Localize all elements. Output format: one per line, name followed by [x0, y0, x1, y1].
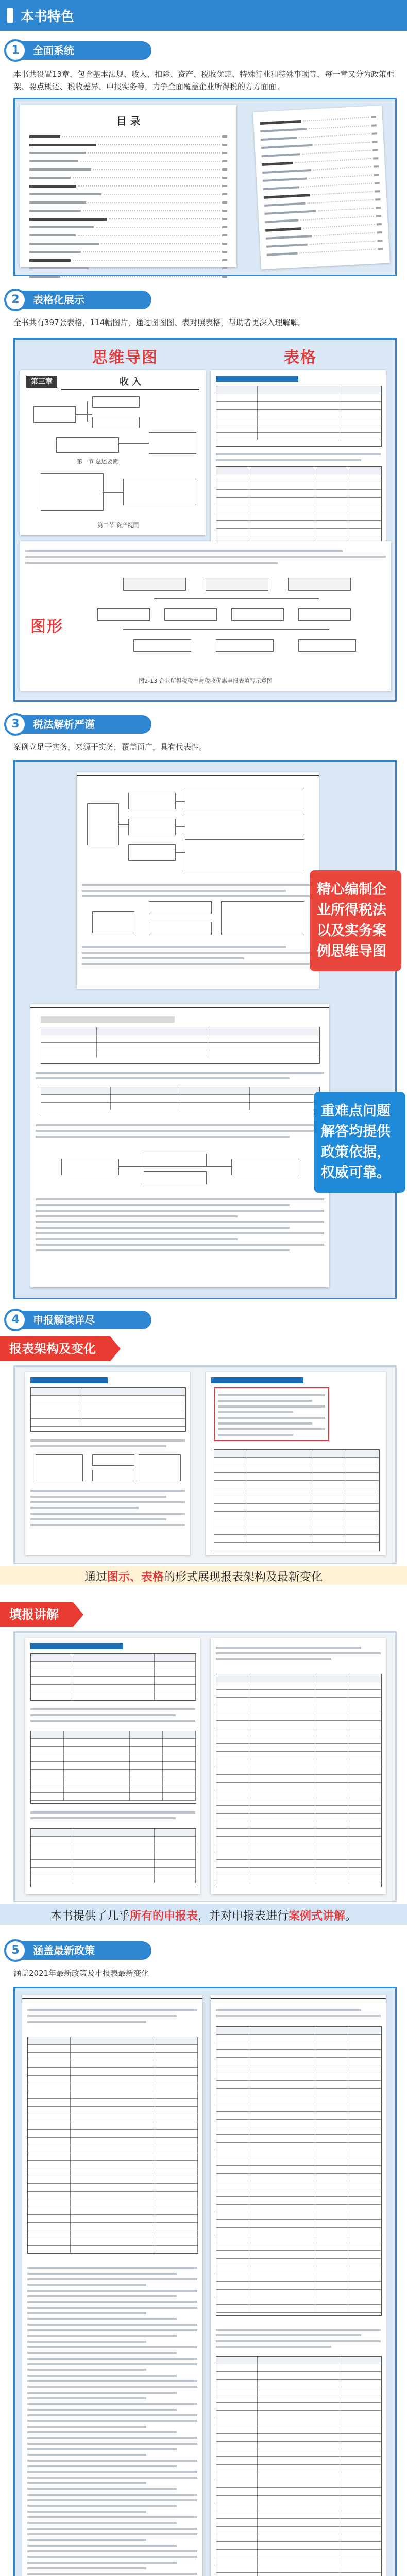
- mindmap-node-2: 第二节 资产视同: [97, 522, 139, 529]
- policy-preview-panel: [13, 1987, 397, 2576]
- structure-preview-panel: [13, 1365, 397, 1564]
- section-2-heading: [0, 286, 407, 313]
- toc-page-left: [20, 105, 236, 267]
- section-title: 涵盖最新政策: [20, 1941, 151, 1960]
- page-title: 本书特色: [21, 9, 75, 25]
- section-title: 税法解析严谨: [20, 715, 151, 734]
- case-page-bottom: [30, 1004, 329, 1287]
- section-3-heading: [0, 711, 407, 738]
- filing-caption: 本书提供了几乎所有的申报表，并对申报表进行案例式讲解。: [50, 1910, 357, 1923]
- table-label: 表格: [284, 349, 317, 367]
- page-header: [0, 0, 407, 31]
- case-page-top: [77, 772, 319, 989]
- section-number: 3: [6, 715, 25, 734]
- figure-caption: 图2-13 企业所得税税率与税收优惠申报表填写示意图: [139, 677, 273, 684]
- figure-card: [20, 541, 391, 691]
- filing-page-left: [25, 1638, 200, 1894]
- ribbon-structure: 报表架构及变化: [0, 1336, 110, 1361]
- chapter-name: 收 入: [61, 375, 199, 390]
- policy-page-right: [211, 1995, 386, 2576]
- filing-page-right: [211, 1638, 386, 1894]
- mindmap-card: [20, 370, 206, 535]
- section-4-heading: [0, 1307, 407, 1333]
- mindmap-label: 思维导图: [92, 349, 158, 367]
- toc-page-right: [253, 106, 390, 270]
- ribbon-filing: 填报讲解: [0, 1602, 73, 1627]
- section-5-heading: [0, 1937, 407, 1964]
- filing-preview-panel: [13, 1631, 397, 1902]
- section-number: 4: [6, 1311, 25, 1329]
- section-number: 1: [6, 41, 25, 60]
- policy-page-left: [22, 1995, 202, 2576]
- policy-callout: 重难点问题解答均提供政策依据，权威可靠。: [314, 1092, 405, 1193]
- toc-preview-panel: [13, 98, 397, 276]
- section-number: 2: [6, 291, 25, 309]
- section-1-heading: [0, 37, 407, 64]
- header-accent-bar: [7, 8, 13, 23]
- structure-caption: 通过图示、表格的形式展现报表架构及最新变化: [84, 1571, 323, 1584]
- section-5-description: 涵盖2021年最新政策及申报表最新变化: [13, 1969, 149, 1978]
- section-2-description: 全书共有397张表格，114幅图片，通过图图图、表对照表格，帮助者更深入理解解。: [13, 318, 306, 327]
- structure-page-right: [206, 1372, 386, 1555]
- figure-label: 图形: [30, 618, 63, 636]
- section-title: 申报解读详尽: [20, 1311, 151, 1329]
- case-preview-panel: [13, 760, 397, 1299]
- section-title: 表格化展示: [20, 291, 151, 309]
- chapter-number-tag: 第三章: [26, 376, 57, 388]
- section-number: 5: [6, 1941, 25, 1960]
- table-preview-panel: [13, 338, 397, 702]
- mindmap-callout: 精心编制企业所得税法以及实务案例思维导图: [310, 870, 401, 971]
- section-3-description: 案例立足于实务，来源于实务，覆盖面广，具有代表性。: [13, 742, 207, 752]
- section-1-description: 本书共设置13章，包含基本法规、收入、扣除、资产、税收优惠、特殊行业和特殊事项等，每一章又分为政策框架、要点概述、税收差异、申报实务等，力争全面覆盖企业所得税的方方面面。: [13, 70, 395, 91]
- structure-page-left: [25, 1372, 190, 1555]
- section-title: 全面系统: [20, 41, 151, 60]
- table-card: [211, 370, 386, 556]
- toc-title: 目 录: [116, 115, 141, 127]
- mindmap-node-1: 第一节 总述要素: [77, 458, 118, 465]
